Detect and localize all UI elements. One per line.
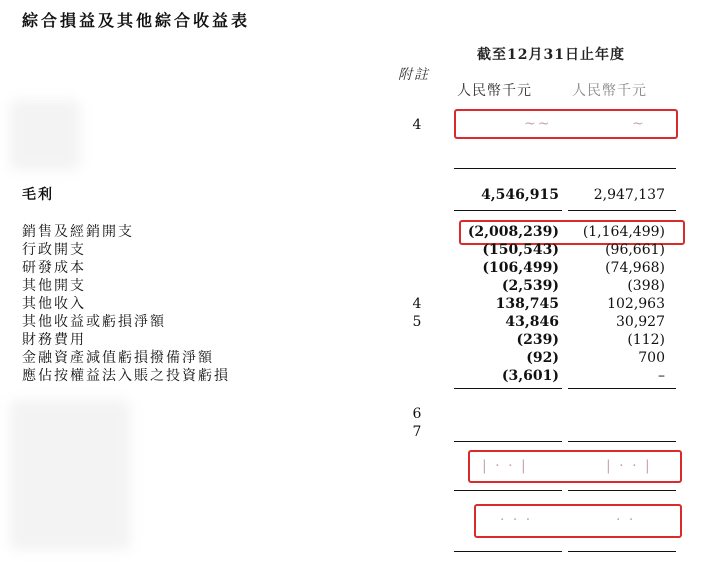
row-label-gross-profit: 毛利 — [22, 187, 54, 203]
row-label: 行政開支 — [22, 242, 86, 258]
row-label: 其他收入 — [22, 296, 86, 312]
gross-profit-prior: 2,947,137 — [593, 187, 665, 203]
row-value-current: (92) — [526, 350, 559, 366]
row-value-prior: 30,927 — [616, 314, 665, 330]
row-label: 研發成本 — [22, 260, 86, 276]
divider-line — [568, 490, 676, 491]
statement-title: 綜合損益及其他綜合收益表 — [22, 11, 251, 30]
row-note: 5 — [412, 314, 422, 330]
row-value-prior: 700 — [638, 350, 665, 366]
row-note: 6 — [412, 406, 422, 422]
row-value-prior: (1,164,499) — [582, 224, 665, 240]
row-value-current: (2,008,239) — [467, 224, 559, 240]
prior-year-unit-header: 人民幣千元 — [572, 83, 647, 99]
divider-line — [454, 388, 562, 389]
period-header: 截至12月31日止年度 — [477, 47, 625, 63]
row-value-current: (2,539) — [501, 278, 559, 294]
redacted-label-block — [10, 100, 80, 170]
row-value-prior: (96,661) — [605, 242, 665, 258]
faded-value: | · · | — [606, 458, 652, 474]
row-label: 其他收益或虧損淨額 — [22, 314, 166, 330]
divider-line — [568, 388, 676, 389]
divider-line — [454, 490, 562, 491]
faded-revenue-value: ~~ — [524, 116, 552, 132]
note-column-header: 附註 — [398, 67, 430, 83]
row-value-current: (239) — [516, 332, 559, 348]
current-year-unit-header: 人民幣千元 — [457, 83, 532, 99]
row-label: 其他開支 — [22, 278, 86, 294]
row-value-current: 138,745 — [495, 296, 559, 312]
gross-profit-current: 4,546,915 — [481, 187, 559, 203]
faded-revenue-value: ~ — [632, 116, 646, 132]
redacted-label-block — [10, 400, 130, 550]
row-value-current: (106,499) — [482, 260, 559, 276]
row-note: 4 — [412, 117, 422, 133]
divider-line — [454, 210, 562, 211]
row-value-prior: (112) — [627, 332, 665, 348]
row-label: 金融資產減值虧損撥備淨額 — [22, 350, 214, 366]
row-note: 7 — [412, 424, 422, 440]
row-note: 4 — [412, 296, 422, 312]
row-value-prior: – — [658, 368, 665, 384]
row-value-prior: (74,968) — [605, 260, 665, 276]
row-value-current: (3,601) — [501, 368, 559, 384]
row-value-current: 43,846 — [505, 314, 559, 330]
divider-line — [454, 551, 562, 552]
divider-line — [454, 168, 676, 169]
faded-value: · · — [616, 512, 636, 528]
row-value-prior: (398) — [627, 278, 665, 294]
faded-value: | · · | — [482, 458, 528, 474]
row-label: 銷售及經銷開支 — [22, 224, 134, 240]
row-label: 財務費用 — [22, 332, 86, 348]
faded-value: · · · — [500, 512, 533, 528]
divider-line — [568, 441, 676, 442]
divider-line — [568, 551, 676, 552]
row-label: 應佔按權益法入賬之投資虧損 — [22, 368, 230, 384]
divider-line — [454, 441, 562, 442]
divider-line — [568, 210, 676, 211]
row-value-current: (150,543) — [482, 242, 559, 258]
row-value-prior: 102,963 — [607, 296, 665, 312]
